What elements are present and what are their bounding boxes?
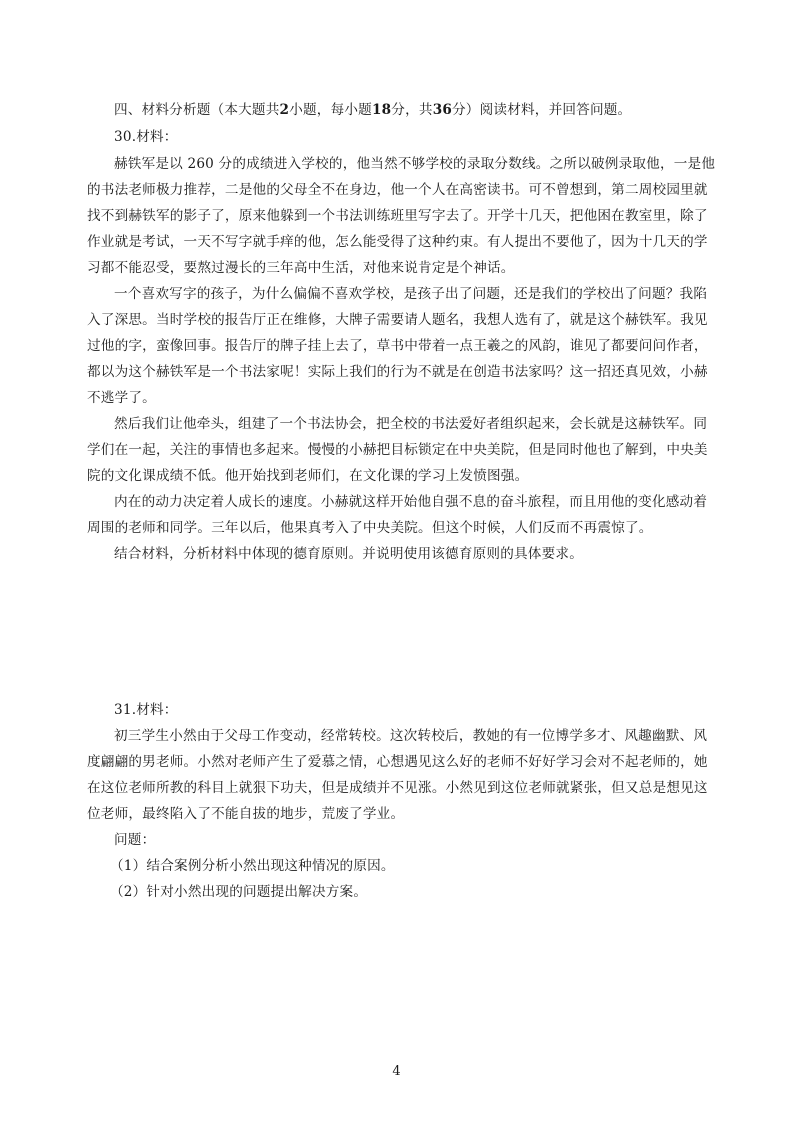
q30-line: 习都不能忍受，要熬过漫长的三年高中生活，对他来说肯定是个神话。 [87, 260, 515, 276]
q30-line: 过他的字，蛮像回事。报告厅的牌子挂上去了，草书中带着一点王羲之的风韵，谁见了都要问问作者， [87, 338, 708, 354]
q30-line: 作业就是考试，一天不写字就手痒的他，怎么能受得了这种约束。有人提出不要他了，因为十几天的学 [87, 234, 708, 250]
q31-label: 31.材料： [114, 702, 178, 718]
q30-line: 都以为这个赫铁军是一个书法家呢！实际上我们的行为不就是在创造书法家吗？这一招还真见效，小赫 [87, 364, 708, 380]
q30-line: 内在的动力决定着人成长的速度。小赫就这样开始他自强不息的奋斗旅程，而且用他的变化感动着 [114, 494, 708, 510]
q30-line: 一个喜欢写字的孩子，为什么偏偏不喜欢学校，是孩子出了问题，还是我们的学校出了问题？我陷 [114, 286, 708, 302]
q31-line: 初三学生小然由于父母工作变动，经常转校。这次转校后，教她的有一位博学多才、风趣幽默、风 [114, 728, 708, 744]
q31-line: 位老师，最终陷入了不能自拔的地步，荒废了学业。 [87, 806, 405, 822]
q30-line: 周围的老师和同学。三年以后，他果真考入了中央美院。但这个时候，人们反而不再震惊了。 [87, 520, 653, 536]
q30-line: 赫铁军是以 260 分的成绩进入学校的，他当然不够学校的录取分数线。之所以破例录取他，一是他 [114, 156, 716, 172]
q31-question-label: 问题： [114, 832, 156, 848]
q30-line: 院的文化课成绩不低。他开始找到老师们，在文化课的学习上发愤图强。 [87, 468, 529, 484]
q31-line: 在这位老师所教的科目上就狠下功夫，但是成绩并不见涨。小然见到这位老师就紧张，但又总是想见这 [87, 780, 708, 796]
q30-line: 不逃学了。 [87, 390, 156, 406]
q31-line: 度翩翩的男老师。小然对老师产生了爱慕之情，心想遇见这么好的老师不好好学习会对不起老师的，她 [87, 754, 708, 770]
page-number: 4 [392, 1064, 401, 1079]
q30-line: 入了深思。当时学校的报告厅正在维修，大牌子需要请人题名，我想人选有了，就是这个赫铁军。我见 [87, 312, 708, 328]
q31-question-2: （2）针对小然出现的问题提出解决方案。 [110, 884, 368, 900]
q30-line: 学们在一起，关注的事情也多起来。慢慢的小赫把目标锁定在中央美院，但是同时他也了解到，中央美 [87, 442, 708, 458]
q30-line: 然后我们让他牵头，组建了一个书法协会，把全校的书法爱好者组织起来，会长就是这赫铁军。同 [114, 416, 708, 432]
q30-line: 的书法老师极力推荐，二是他的父母全不在身边，他一个人在高密读书。可不曾想到，第二周校园里就 [87, 182, 708, 198]
q30-label: 30.材料： [114, 129, 178, 145]
q30-line: 找不到赫铁军的影子了，原来他躲到一个书法训练班里写字去了。开学十几天，把他困在教室里，除了 [87, 208, 708, 224]
q31-question-1: （1）结合案例分析小然出现这种情况的原因。 [110, 858, 395, 874]
section-header: 四、材料分析题（本大题共2小题，每小题18分，共36分）阅读材料，并回答问题。 [114, 102, 632, 118]
q30-question: 结合材料，分析材料中体现的德育原则。并说明使用该德育原则的具体要求。 [114, 546, 583, 562]
